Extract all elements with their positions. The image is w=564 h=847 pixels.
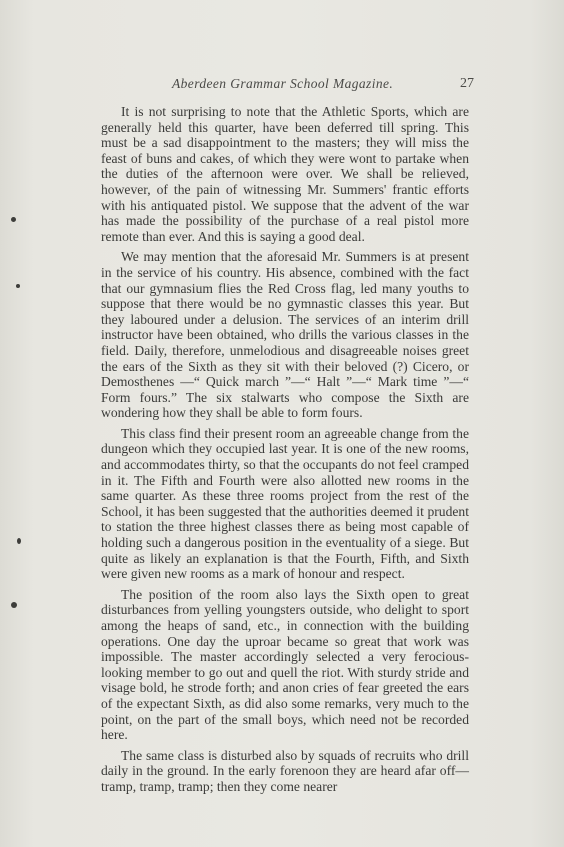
article-body xyxy=(101,104,469,800)
paragraph: The position of the room also lays the Sixth open to great disturbances from yelling youngsters outside, who delight to sport among the heaps of sand, etc., in connection with the building operations. One day the uproar became so great that work was impossible. The master accordingly selected a very ferocious-looking member to go out and quell the riot. With sturdy stride and visage bold, he strode forth; and anon cries of fear greeted the ears of the expectant Sixth, as did also some remarks, very much to the point, on the part of the small boys, which need not be recorded here. xyxy=(101,586,469,743)
paragraph: It is not surprising to note that the Athletic Sports, which are generally held this quarter, have been deferred till spring. This must be a sad disappointment to the masters; they will miss the feast of buns and cakes, of which they were wont to partake when the duties of the afternoon were over. We shall be relieved, however, of the pain of witnessing Mr. Summers' frantic efforts with his antiquated pistol. We suppose that the advent of the war has made the possibility of the purchase of a real pistol more remote than ever. And this is saying a good deal. xyxy=(101,104,469,244)
margin-binding-dot xyxy=(11,217,16,222)
paragraph: The same class is disturbed also by squads of recruits who drill daily in the ground. In the early forenoon they are heard afar off—tramp, tramp, tramp; then they come nearer xyxy=(101,747,469,794)
paragraph: We may mention that the aforesaid Mr. Summers is at present in the service of his country. His absence, combined with the fact that our gymnasium flies the Red Cross flag, led many youths to suppose that there would be no gymnastic classes this year. But they laboured under a delusion. The services of an interim drill instructor have been obtained, who drills the various classes in the field. Daily, therefore, unmelodious and disagreeable noises greet the ears of the Sixth as they sit with their beloved (?) Cicero, or Demosthenes —“ Quick march ”—“ Halt ”—“ Mark time ”—“ Form fours.” The six stalwarts who compose the Sixth are wondering how they shall be able to form fours. xyxy=(101,249,469,421)
page-number: 27 xyxy=(460,76,474,91)
running-title: Aberdeen Grammar School Magazine. xyxy=(172,76,394,91)
running-header xyxy=(120,76,474,96)
margin-binding-dot xyxy=(11,602,17,608)
paragraph: This class find their present room an agreeable change from the dungeon which they occupied last year. It is one of the new rooms, and accommodates thirty, so that the occupants do not feel cramped in it. The Fifth and Fourth were also allotted new rooms in the same quarter. As these three rooms project from the rest of the School, it has been suggested that the authorities deemed it prudent to station the three highest classes there as being most capable of holding such a dangerous position in the eventuality of a siege. But quite as likely an explanation is that the Fourth, Fifth, and Sixth were given new rooms as a mark of honour and respect. xyxy=(101,425,469,582)
margin-binding-dot xyxy=(16,284,20,288)
margin-binding-dot xyxy=(17,538,21,544)
